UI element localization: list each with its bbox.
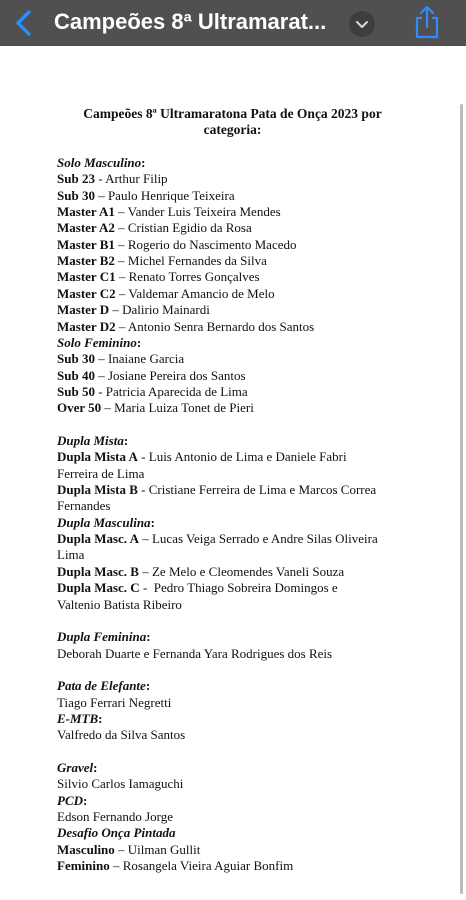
separator: –: [94, 367, 108, 383]
separator: -: [94, 171, 106, 187]
separator: –: [115, 285, 129, 301]
category-label: PCD: [57, 792, 83, 808]
category-label: Master D: [57, 302, 110, 318]
category-label: Sub 23: [57, 171, 95, 187]
category-heading: Dupla Feminina:: [57, 629, 151, 645]
result-line: [57, 449, 347, 465]
separator: –: [114, 236, 128, 252]
winner-name: Valtenio Batista Ribeiro: [57, 596, 182, 612]
separator: –: [114, 220, 128, 236]
winner-name: Cristiane Ferreira de Lima e Marcos Correa: [148, 482, 377, 497]
category-label: Dupla Feminina: [57, 629, 147, 645]
separator: –: [101, 400, 115, 416]
category-label: Dupla Masculina: [57, 514, 151, 530]
category-heading: Dupla Mista:: [57, 433, 129, 448]
result-line: [57, 368, 246, 384]
category-heading: Dupla Masculina:: [57, 514, 155, 530]
separator: –: [115, 318, 128, 334]
chevron-down-icon: [349, 11, 375, 37]
category-label: Master A1: [57, 204, 115, 219]
winner-name: Lima: [57, 547, 85, 563]
category-heading: Solo Feminino:: [57, 334, 142, 350]
winner-name: Maria Luiza Tonet de Pieri: [114, 400, 254, 416]
separator: -: [139, 580, 154, 596]
category-label: Dupla Mista B: [57, 482, 138, 497]
separator: -: [137, 482, 149, 497]
winner-name: Josiane Pereira dos Santos: [107, 367, 246, 383]
result-line: [57, 286, 275, 302]
document-heading: [60, 106, 405, 138]
result-line: [57, 564, 344, 580]
result-line: [57, 237, 296, 253]
category-heading: E-MTB:: [57, 710, 103, 726]
winner-name: Rogerio do Nascimento Macedo: [127, 236, 297, 252]
separator: -: [137, 449, 149, 465]
category-label: Sub 30: [57, 351, 95, 367]
category-heading: Gravel:: [57, 760, 98, 775]
category-label: Dupla Masc. B: [57, 563, 139, 579]
separator: –: [94, 187, 108, 203]
category-label: Feminino: [57, 858, 110, 874]
result-line: [57, 482, 376, 498]
document-view[interactable]: [0, 46, 466, 900]
category-label: Sub 40: [57, 367, 95, 383]
category-label: Solo Masculino: [57, 155, 142, 170]
category-label: E-MTB: [57, 710, 99, 726]
winner-name: Ze Melo e Cleomendes Vaneli Souza: [151, 563, 345, 579]
winner-name: Arthur Filip: [105, 171, 168, 187]
result-line: [57, 269, 260, 285]
result-line: [57, 302, 210, 318]
heading-line-2: categoria:: [203, 122, 262, 137]
winner-name-line: [57, 547, 84, 563]
category-label: Solo Feminino: [57, 334, 137, 350]
winner-name: Patricia Aparecida de Lima: [105, 383, 248, 399]
separator: -: [94, 383, 106, 399]
winner-name: Dalirio Mainardi: [122, 302, 210, 318]
result-line: [57, 171, 168, 187]
winner-name: Deborah Duarte e Fernanda Yara Rodrigues dos Reis: [57, 645, 333, 661]
category-label: Sub 30: [57, 187, 95, 203]
result-line: [57, 253, 267, 269]
result-line: [57, 842, 200, 858]
winner-name: Luis Antonio de Lima e Daniele Fabri: [148, 449, 347, 465]
result-line: [57, 220, 252, 236]
separator: –: [138, 531, 152, 547]
category-label: Master A2: [57, 220, 115, 236]
winner-name: Cristian Egidio da Rosa: [127, 220, 252, 236]
result-line: [57, 351, 184, 367]
category-label: Dupla Mista: [57, 433, 124, 448]
winner-name: Antonio Senra Bernardo dos Santos: [127, 318, 315, 334]
winner-name: Ferreira de Lima: [57, 465, 145, 481]
category-label: Sub 50: [57, 383, 95, 399]
category-label: Master B2: [57, 253, 115, 269]
category-heading: [57, 825, 175, 841]
category-label: Dupla Mista A: [57, 449, 138, 465]
winner-name: Renato Torres Gonçalves: [128, 269, 260, 285]
separator: –: [114, 204, 128, 219]
winner-name-line: [57, 727, 185, 743]
winner-name: Vander Luis Teixeira Mendes: [127, 204, 281, 219]
result-line: [57, 531, 378, 547]
result-line: [57, 384, 248, 400]
winner-name-line: [57, 597, 182, 613]
winner-name-line: [57, 776, 183, 792]
winner-name-line: [57, 646, 332, 662]
winner-name: Lucas Veiga Serrado e Andre Silas Oliveira: [151, 531, 378, 547]
category-heading: Pata de Elefante:: [57, 678, 151, 694]
winner-name: Silvio Carlos Iamaguchi: [57, 776, 184, 792]
result-line: [57, 319, 314, 335]
result-line: [57, 858, 293, 874]
separator: –: [115, 269, 129, 285]
winner-name: Tiago Ferrari Negretti: [57, 694, 172, 710]
heading-line-1: Campeões 8ª Ultramaratona Pata de Onça 2023 por: [83, 106, 382, 121]
category-heading: PCD:: [57, 792, 88, 808]
winner-name: Pedro Thiago Sobreira Domingos e: [153, 580, 338, 596]
winner-name-line: [57, 466, 144, 482]
winner-name-line: [57, 498, 110, 514]
winner-name-line: [57, 695, 171, 711]
category-label: Dupla Masc. C: [57, 580, 140, 596]
category-label: Master C1: [57, 269, 116, 285]
winner-name: Uilman Gullit: [127, 841, 201, 857]
top-bar: [0, 0, 466, 46]
category-label: Over 50: [57, 400, 102, 416]
winner-name: Valdemar Amancio de Melo: [128, 285, 275, 301]
winner-name: Edson Fernando Jorge: [57, 809, 174, 824]
separator: –: [138, 563, 152, 579]
document-title: Campeões 8ª Ultramarat...: [54, 9, 327, 34]
result-line: [57, 580, 338, 596]
category-label: Gravel: [57, 760, 94, 775]
title-menu-button[interactable]: [349, 11, 375, 37]
category-label: Master D2: [57, 318, 116, 334]
winner-name: Valfredo da Silva Santos: [57, 727, 186, 743]
category-heading: Solo Masculino:: [57, 155, 146, 170]
separator: –: [114, 253, 128, 269]
category-label: Desafio Onça Pintada: [57, 825, 176, 841]
result-line: [57, 400, 254, 416]
chevron-left-icon[interactable]: [12, 9, 36, 37]
winner-name: Michel Fernandes da Silva: [127, 253, 267, 269]
separator: –: [109, 858, 123, 874]
scrollbar[interactable]: [460, 104, 463, 894]
winner-name: Fernandes: [57, 498, 111, 514]
winner-name: Inaiane Garcia: [107, 351, 185, 367]
separator: –: [109, 302, 123, 318]
separator: –: [114, 841, 128, 857]
winner-name-line: [57, 809, 173, 825]
category-label: Masculino: [57, 841, 115, 857]
share-icon[interactable]: [412, 4, 442, 40]
result-line: [57, 204, 281, 220]
category-label: Master C2: [57, 285, 116, 301]
result-line: [57, 188, 235, 204]
winner-name: Paulo Henrique Teixeira: [107, 187, 235, 203]
winner-name: Rosangela Vieira Aguiar Bonfim: [122, 858, 294, 874]
category-label: Master B1: [57, 236, 115, 252]
separator: –: [94, 351, 108, 367]
category-label: Pata de Elefante: [57, 678, 146, 694]
category-label: Dupla Masc. A: [57, 531, 139, 547]
